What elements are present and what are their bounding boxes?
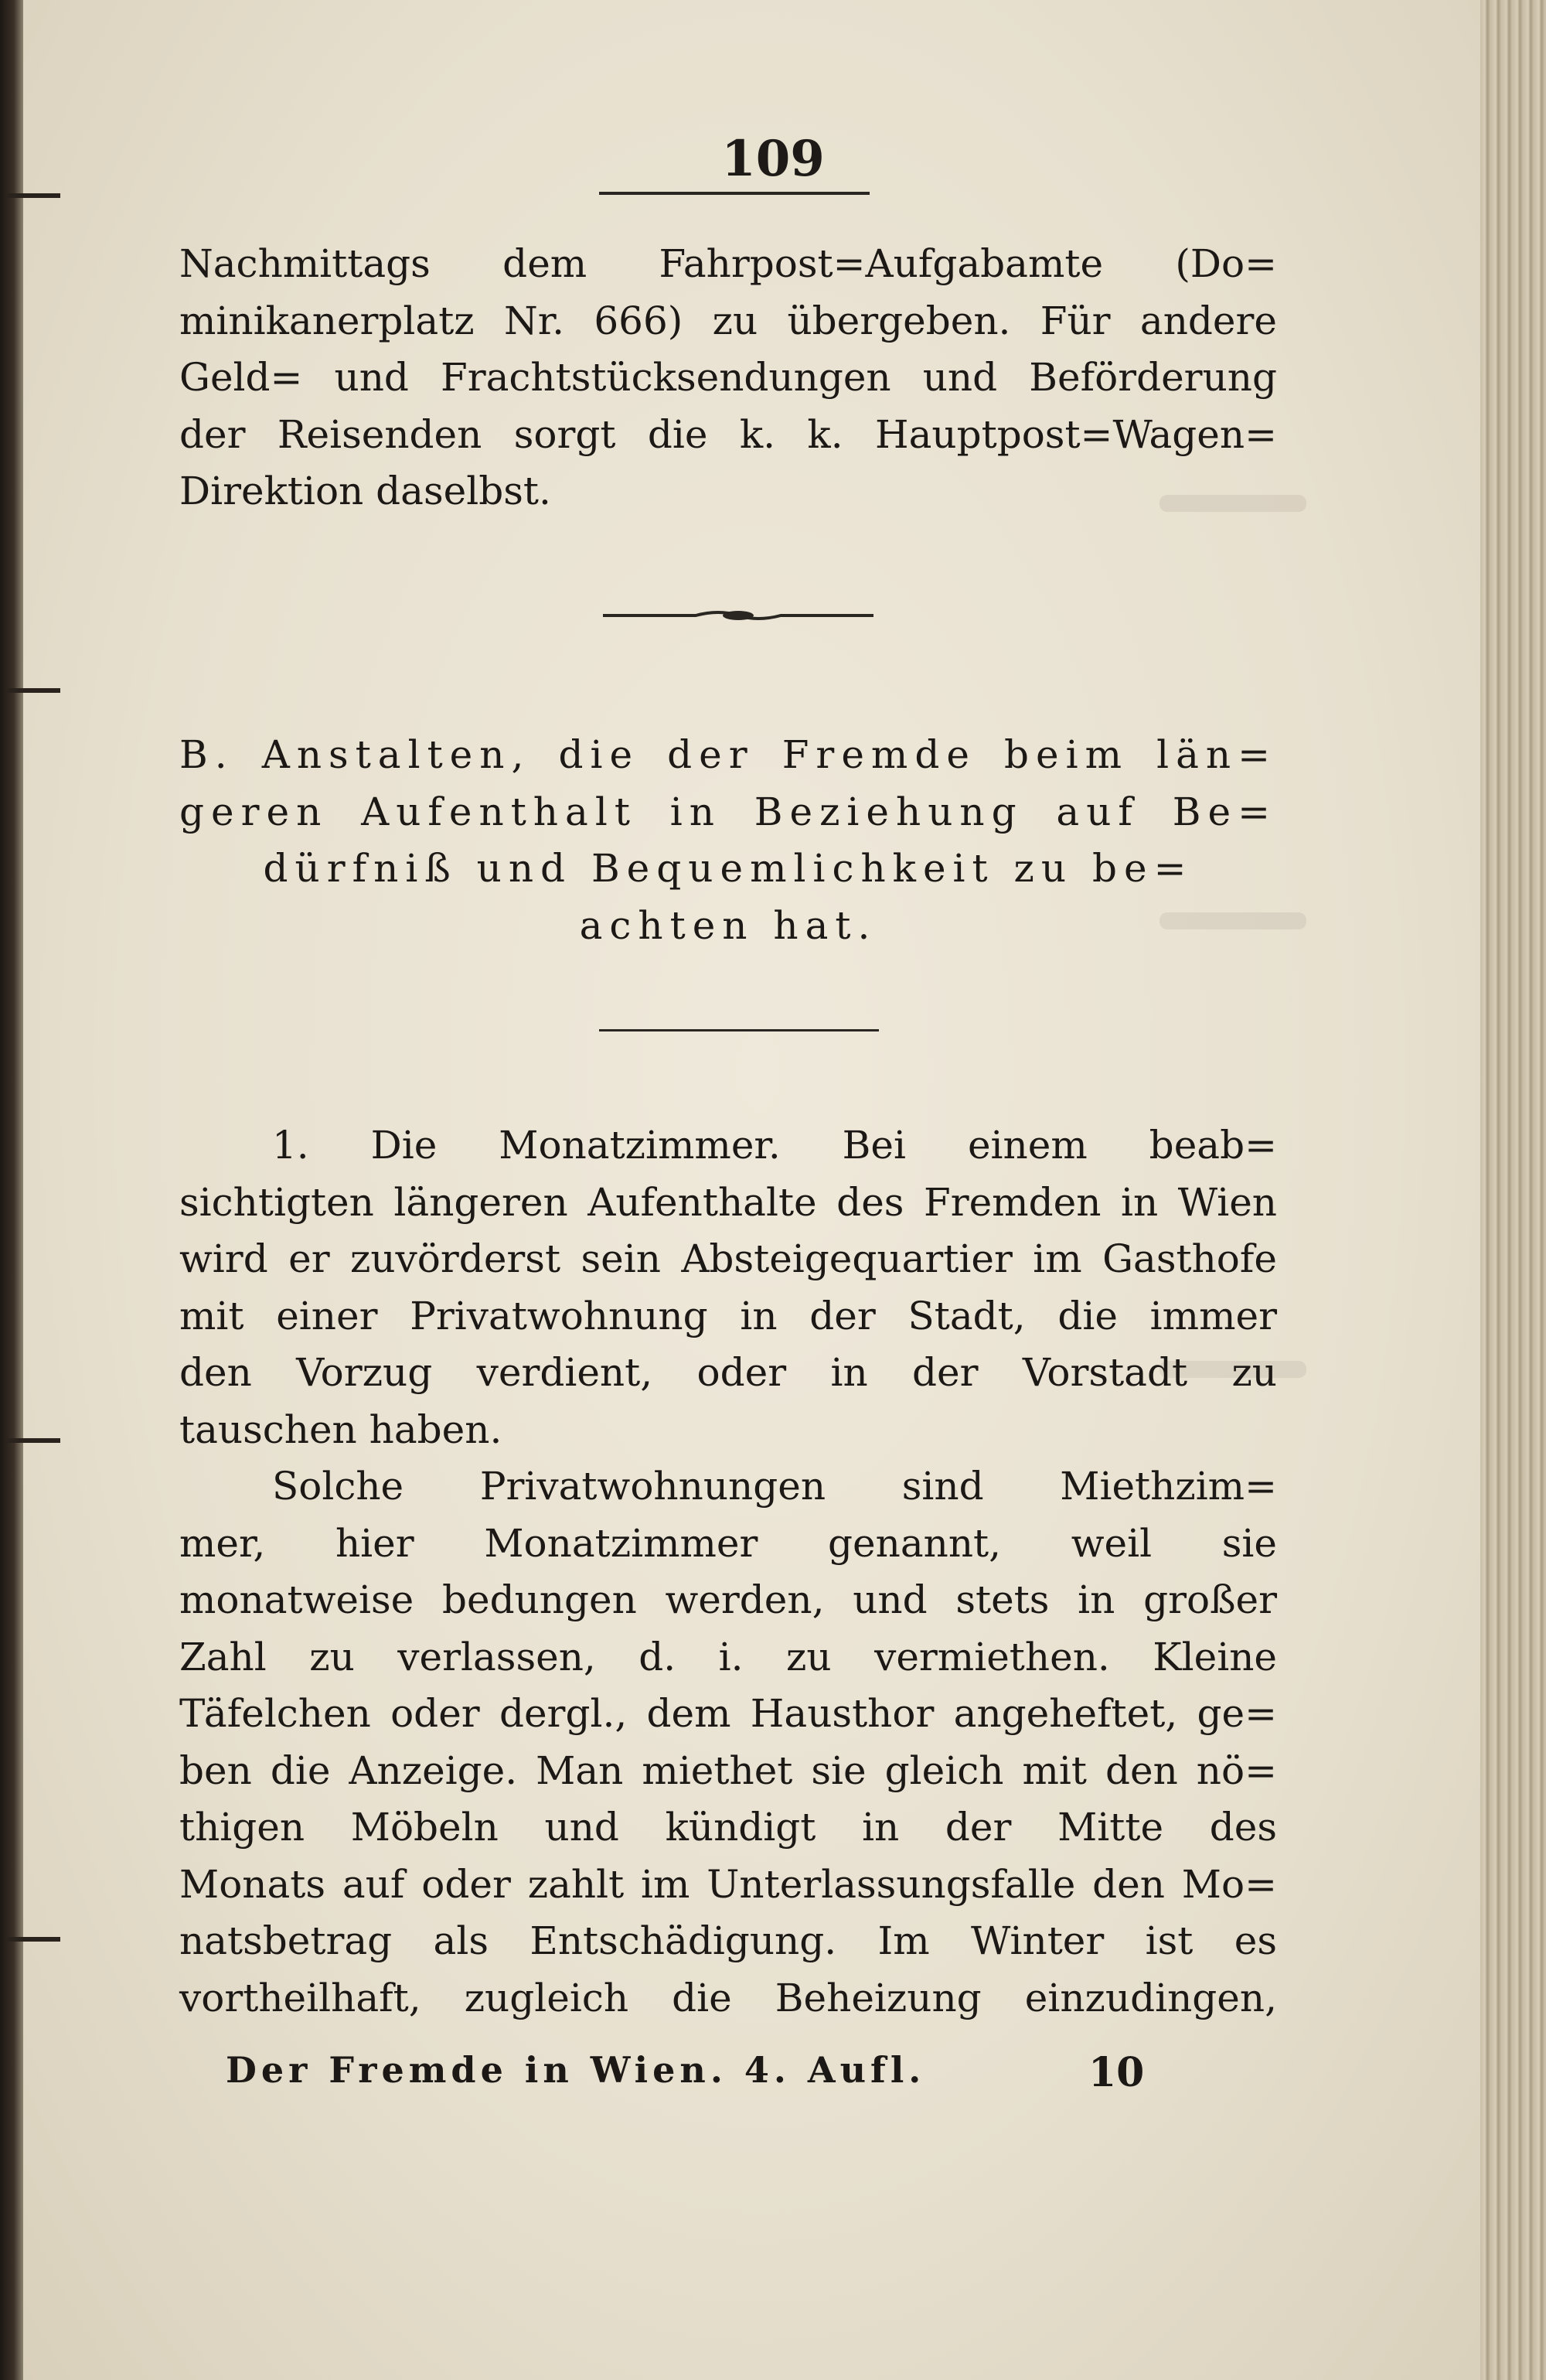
section-monatzimmer <box>179 1117 1277 2027</box>
text-line: Direktion daselbst. <box>179 469 551 513</box>
heading-line: achten hat. <box>579 902 877 948</box>
book-binding <box>0 0 23 2380</box>
header-rule <box>599 192 870 195</box>
text-line: minikanerplatz Nr. 666) zu übergeben. Für andere <box>179 298 1277 343</box>
page-edges <box>1480 0 1546 2380</box>
text-line: Geld= und Frachtstücksendungen und Beförderung <box>179 355 1277 400</box>
text-line: natsbetrag als Entschädigung. Im Winter ist es <box>179 1918 1277 1963</box>
text-line: ben die Anzeige. Man miethet sie gleich mit den nö= <box>179 1747 1277 1793</box>
text-line: den Vorzug verdient, oder in der Vorstadt zu <box>179 1350 1277 1395</box>
text-line: wird er zuvörderst sein Absteigequartier im Gasthofe <box>179 1236 1277 1281</box>
signature-number: 10 <box>1088 2049 1145 2096</box>
section-heading-b <box>179 727 1277 954</box>
heading-line: B. Anstalten, die der Fremde beim län= <box>179 732 1277 777</box>
text-line: Täfelchen oder dergl., dem Hausthor angeheftet, ge= <box>179 1691 1277 1736</box>
heading-line: geren Aufenthalt in Beziehung auf Be= <box>179 789 1277 834</box>
text-line: monatweise bedungen werden, und stets in großer <box>179 1577 1277 1622</box>
ornamental-divider <box>603 606 873 625</box>
binding-stitch <box>6 193 60 198</box>
text-line: mit einer Privatwohnung in der Stadt, die immer <box>179 1293 1277 1338</box>
text-line: tauschen haben. <box>179 1407 502 1452</box>
text-line: Nachmittags dem Fahrpost=Aufgabamte (Do= <box>179 241 1277 286</box>
section-rule <box>599 1029 879 1031</box>
text-line: Monats auf oder zahlt im Unterlassungsfalle den Mo= <box>179 1861 1277 1907</box>
binding-stitch <box>6 1438 60 1443</box>
footer-signature: Der Fremde in Wien. 4. Aufl. <box>226 2049 926 2091</box>
text-line: 1. Die Monatzimmer. Bei einem beab= <box>272 1123 1277 1168</box>
text-line: Zahl zu verlassen, d. i. zu vermiethen. Kleine <box>179 1634 1277 1679</box>
binding-stitch <box>6 688 60 693</box>
heading-line: dürfniß und Bequemlichkeit zu be= <box>263 846 1194 891</box>
page-number: 109 <box>721 130 825 188</box>
text-line: der Reisenden sorgt die k. k. Hauptpost=Wagen= <box>179 411 1277 457</box>
text-line: vortheilhaft, zugleich die Beheizung einzudingen, <box>179 1975 1277 2020</box>
binding-stitch <box>6 1937 60 1942</box>
text-line: sichtigten längeren Aufenthalte des Fremden in Wien <box>179 1179 1277 1225</box>
text-line: Solche Privatwohnungen sind Miethzim= <box>272 1464 1277 1509</box>
paragraph-postal-service <box>179 236 1277 520</box>
text-line: mer, hier Monatzimmer genannt, weil sie <box>179 1520 1277 1566</box>
text-line: thigen Möbeln und kündigt in der Mitte des <box>179 1805 1277 1850</box>
